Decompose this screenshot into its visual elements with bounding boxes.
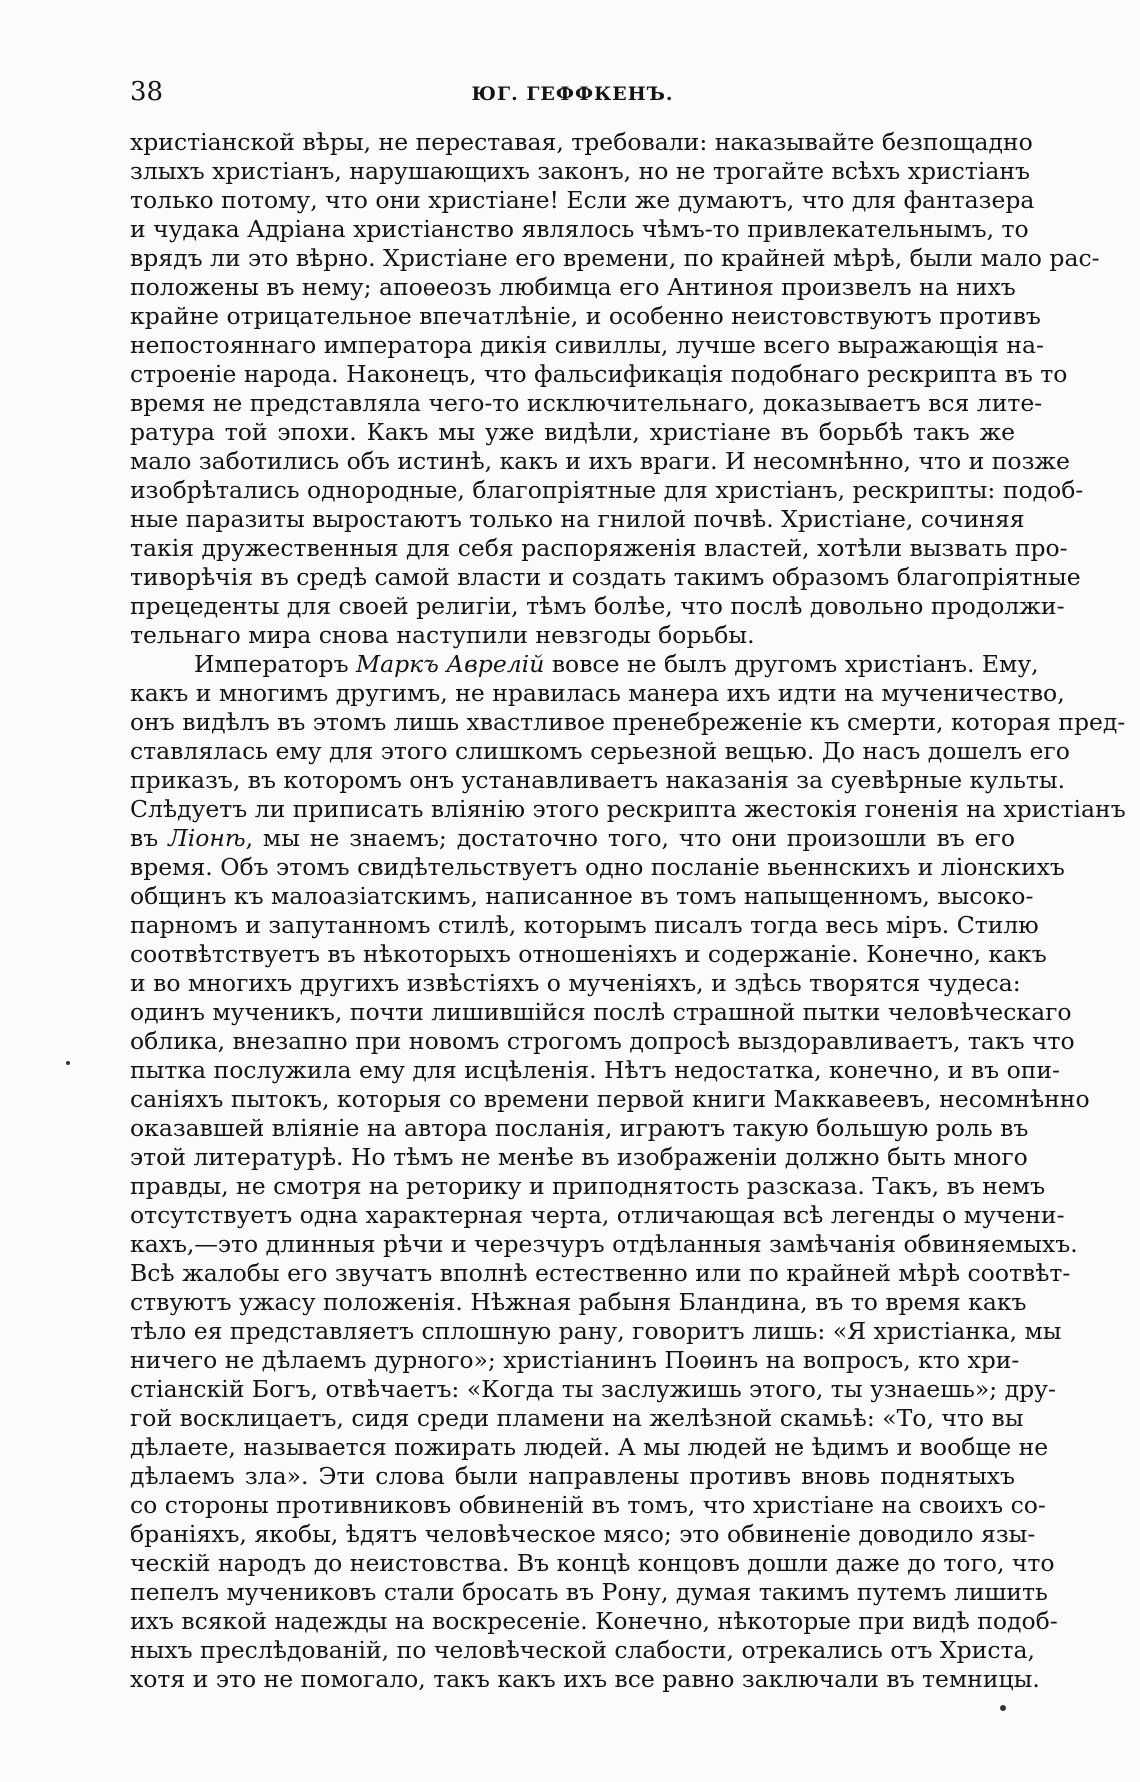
text-line: облика, внезапно при новомъ строгомъ допросѣ выздоравливаетъ, такъ что (130, 1027, 1075, 1055)
text-line: и во многихъ другихъ извѣстіяхъ о мученіяхъ, и здѣсь творятся чудеса: (130, 969, 1021, 997)
text-line: ратура той эпохи. Какъ мы уже видѣли, христіане въ борьбѣ такъ же (130, 418, 1015, 446)
text-line: врядъ ли это вѣрно. Христіане его времени, по крайней мѣрѣ, были мало рас- (130, 244, 1100, 272)
text-line: только потому, что они христіане! Если же думаютъ, что для фантазера (130, 186, 1035, 214)
text-line: изобрѣтались однородные, благопріятные для христіанъ, рескрипты: подоб- (130, 476, 1084, 504)
text-line: онъ видѣлъ въ этомъ лишь хвастливое пренебреженіе къ смерти, которая пред- (130, 708, 1126, 736)
text-line: и чудака Адріана христіанство являлось чѣмъ-то привлекательнымъ, то (130, 215, 1029, 243)
text-line: гой восклицаетъ, сидя среди пламени на желѣзной скамьѣ: «То, что вы (130, 1404, 1024, 1432)
text-line: ные паразиты выростаютъ только на гнилой почвѣ. Христіане, сочиняя (130, 505, 1025, 533)
text-line: оказавшей вліяніе на автора посланія, играютъ такую большую роль въ (130, 1114, 1029, 1142)
text-line: крайне отрицательное впечатлѣніе, и особенно неистовствуютъ противъ (130, 302, 1041, 330)
text-line: Императоръ Маркъ Аврелій вовсе не былъ другомъ христіанъ. Ему, (194, 650, 1039, 678)
text-line: положены въ нему; апоѳеозъ любимца его Антиноя произвелъ на нихъ (130, 273, 1016, 301)
text-line: браніяхъ, якобы, ѣдятъ человѣческое мясо; это обвиненіе доводило язы- (130, 1520, 1036, 1548)
text-line: злыхъ христіанъ, нарушающихъ законъ, но не трогайте всѣхъ христіанъ (130, 157, 1030, 185)
text-line: со стороны противниковъ обвиненій въ томъ, что христіане на своихъ со- (130, 1491, 1046, 1519)
text-line: правды, не смотря на реторику и приподнятость разсказа. Такъ, въ немъ (130, 1172, 1046, 1200)
running-head: ЮГ. ГЕФФКЕНЪ. (471, 83, 674, 105)
text-line: какъ и многимъ другимъ, не нравилась манера ихъ идти на мученичество, (130, 679, 1065, 707)
text-line: пытка послужила ему для исцѣленія. Нѣтъ недостатка, конечно, и въ опи- (130, 1056, 1060, 1084)
text-line: непостояннаго императора дикія сивиллы, лучше всего выражающія на- (130, 331, 1044, 359)
text-line: кахъ,—это длинныя рѣчи и черезчуръ отдѣланныя замѣчанія обвиняемыхъ. (130, 1230, 1078, 1258)
text-line: одинъ мученикъ, почти лишившійся послѣ страшной пытки человѣческаго (130, 998, 1072, 1026)
text-line: Слѣдуетъ ли приписать вліянію этого рескрипта жестокія гоненія на христіанъ (130, 795, 1126, 823)
page-number: 38 (130, 77, 164, 107)
text-line: стіанскій Богъ, отвѣчаетъ: «Когда ты заслужишь этого, ты узнаешь»; дру- (130, 1375, 1056, 1403)
text-line: Всѣ жалобы его звучатъ вполнѣ естественно или по крайней мѣрѣ соотвѣт- (130, 1259, 1071, 1287)
text-line: мало заботились объ истинѣ, какъ и ихъ враги. И несомнѣнно, что и позже (130, 447, 1070, 475)
text-line: такія дружественныя для себя распоряженія властей, хотѣли вызвать про- (130, 534, 1068, 562)
text-line: ставлялась ему для этого слишкомъ серьезной вещью. До насъ дошелъ его (130, 737, 1070, 765)
text-line: тѣло ея представляетъ сплошную рану, говоритъ лишь: «Я христіанка, мы (130, 1317, 1062, 1345)
text-line: пепелъ мучениковъ стали бросать въ Рону, думая такимъ путемъ лишить (130, 1578, 1048, 1606)
text-line: отсутствуетъ одна характерная черта, отличающая всѣ легенды о мучени- (130, 1201, 1065, 1229)
text-line: время не представляла чего-то исключительнаго, доказываетъ вся лите- (130, 389, 1043, 417)
text-line: хотя и это не помогало, такъ какъ ихъ все равно заключали въ темницы. (130, 1665, 1040, 1693)
text-line: ничего не дѣлаемъ дурного»; христіанинъ Поѳинъ на вопросъ, кто хри- (130, 1346, 1020, 1374)
text-line: дѣлаемъ зла». Эти слова были направлены противъ вновь поднятыхъ (130, 1462, 1015, 1490)
text-line: ихъ всякой надежды на воскресеніе. Конечно, нѣкоторые при видѣ подоб- (130, 1607, 1058, 1635)
text-line: общинъ къ малоазіатскимъ, написанное въ томъ напыщенномъ, высоко- (130, 882, 1034, 910)
print-speck (66, 1061, 70, 1065)
text-line: ческій народъ до неистовства. Въ концѣ концовъ дошли даже до того, что (130, 1549, 1055, 1577)
body-text (130, 128, 1126, 1694)
text-line: тиворѣчія въ средѣ самой власти и создать такимъ образомъ благопріятные (130, 563, 1081, 591)
text-line: парномъ и запутанномъ стилѣ, которымъ писалъ тогда весь міръ. Стилю (130, 911, 1039, 939)
text-line: соотвѣтствуетъ въ нѣкоторыхъ отношеніяхъ и содержаніе. Конечно, какъ (130, 940, 1047, 968)
text-line: строеніе народа. Наконецъ, что фальсификація подобнаго рескрипта въ то (130, 360, 1068, 388)
text-line: этой литературѣ. Но тѣмъ не менѣе въ изображеніи должно быть много (130, 1143, 1028, 1171)
text-line: саніяхъ пытокъ, которыя со времени первой книги Маккавеевъ, несомнѣнно (130, 1085, 1090, 1113)
text-line: прецеденты для своей религіи, тѣмъ болѣе, что послѣ довольно продолжи- (130, 592, 1065, 620)
print-speck (1000, 1705, 1006, 1711)
text-line: въ Ліонѣ, мы не знаемъ; достаточно того, что они произошли въ его (130, 824, 1016, 852)
text-line: дѣлаете, называется пожирать людей. А мы людей не ѣдимъ и вообще не (130, 1433, 1049, 1461)
text-line: приказъ, въ которомъ онъ устанавливаетъ наказанія за суевѣрные культы. (130, 766, 1066, 794)
text-line: ствуютъ ужасу положенія. Нѣжная рабыня Бландина, въ то время какъ (130, 1288, 1027, 1316)
text-line: ныхъ преслѣдованій, по человѣческой слабости, отрекались отъ Христа, (130, 1636, 1035, 1664)
text-line: тельнаго мира снова наступили невзгоды борьбы. (130, 621, 755, 649)
text-line: христіанской вѣры, не переставая, требовали: наказывайте безпощадно (130, 128, 1033, 156)
text-line: время. Объ этомъ свидѣтельствуетъ одно посланіе вьеннскихъ и ліонскихъ (130, 853, 1065, 881)
page-header (130, 72, 1015, 112)
